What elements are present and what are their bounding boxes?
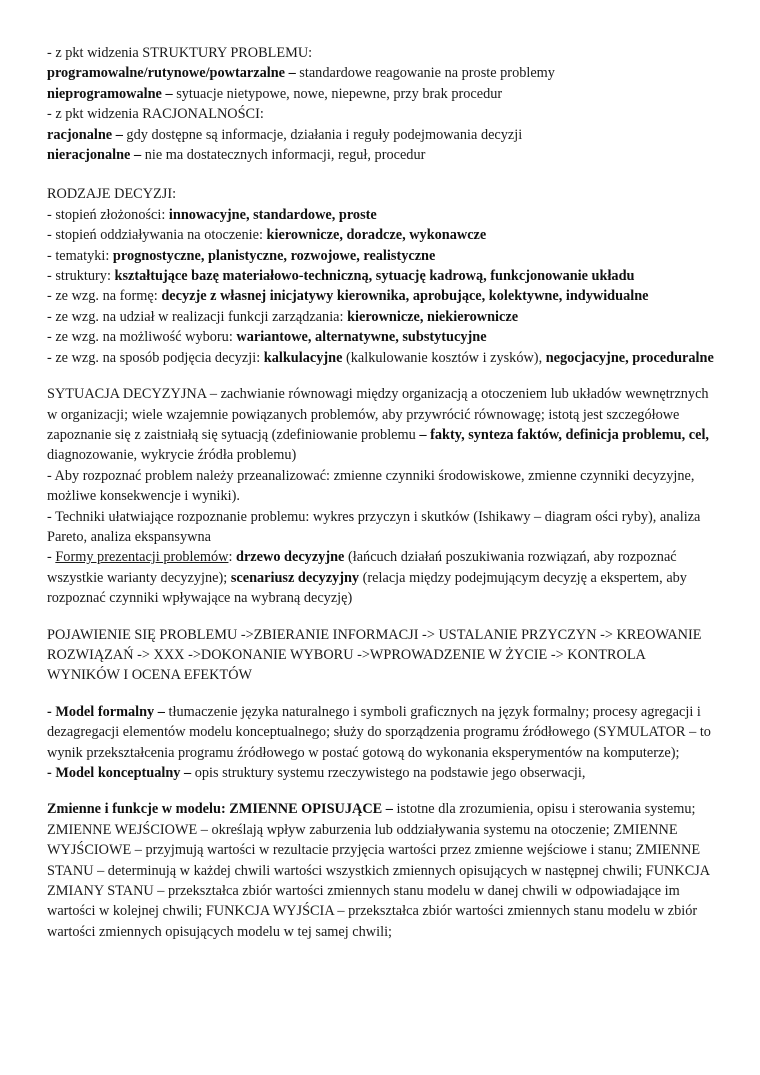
formal-model-desc: tłumaczenie języka naturalnego i symboli graficznych na język formalny; procesy agregacji i dezagregacji elementów modelu konceptualnego; służy do sporządzenia programu źródłowego (SYMULATOR – to wynik przekształcenia programu źródłowego w postać gotową do wykonania eksperymentów na komputerze);: [47, 703, 711, 761]
decision-type-value: wariantowe, alternatywne, substytucyjne: [236, 329, 487, 346]
decision-type-value: kierownicze, doradcze, wykonawcze: [266, 227, 487, 244]
conceptual-model-line: [47, 763, 720, 783]
decision-classification-block: [47, 43, 720, 165]
conceptual-model-desc: opis struktury systemu rzeczywistego na podstawie jego obserwacji,: [191, 765, 586, 781]
decision-type-label: - ze wzg. na sposób podjęcia decyzji:: [47, 349, 264, 366]
decision-type-item: [47, 266, 720, 286]
decision-type-value: kalkulacyjne: [263, 349, 343, 366]
rational-desc: gdy dostępne są informacje, działania i reguły podejmowania decyzji: [122, 126, 523, 143]
decision-type-label: - stopień złożoności:: [47, 206, 169, 223]
decision-type-label: - struktury:: [47, 268, 115, 285]
decision-type-value: negocjacyjne, proceduralne: [545, 349, 714, 366]
colon: :: [228, 549, 236, 566]
decision-tree-desc: (łańcuch działań poszukiwania rozwiązań, aby rozpoznać wszystkie warianty decyzyjne);: [47, 549, 677, 586]
decision-types-heading: RODZAJE DECYZJI:: [47, 186, 177, 203]
rational-term: racjonalne –: [47, 126, 123, 143]
decision-type-label: - ze wzg. na możliwość wyboru:: [47, 329, 237, 346]
decision-situation-block: [47, 384, 720, 608]
decision-type-value: decyzje z własnej inicjatywy kierownika, aprobujące, kolektywne, indywidualne: [161, 288, 649, 305]
decision-type-item: [47, 246, 720, 266]
rationality-intro: - z pkt widzenia RACJONALNOŚCI:: [47, 106, 264, 123]
situation-text-end: diagnozowanie, wykrycie źródła problemu): [47, 447, 297, 464]
decision-process-steps: POJAWIENIE SIĘ PROBLEMU ->ZBIERANIE INFORMACJI -> USTALANIE PRZYCZYN -> KREOWANIE ROZWIĄZAŃ -> XXX ->DOKONANIE WYBORU ->WPROWADZENIE W ŻYCIE -> KONTROLA WYNIKÓW I OCENA EFEKTÓW: [47, 626, 702, 684]
presentation-forms-label: Formy prezentacji problemów: [55, 549, 229, 566]
models-block: [47, 702, 720, 784]
nonprogrammable-term: nieprogramowalne –: [47, 85, 173, 102]
decision-process-block: [47, 625, 720, 686]
programmable-line: [47, 63, 720, 83]
formal-model-term: - Model formalny –: [47, 703, 165, 720]
variables-paragraph: [47, 799, 720, 942]
problem-analysis-line: - Aby rozpoznać problem należy przeanalizować: zmienne czynniki środowiskowe, zmienne czynniki decyzyjne, możliwe konsekwencje i wyniki).: [47, 467, 695, 505]
irrational-term: nieracjonalne –: [47, 147, 142, 164]
rational-line: [47, 125, 720, 145]
decision-type-label: - ze wzg. na udział w realizacji funkcji zarządzania:: [47, 308, 348, 325]
nonprogrammable-line: [47, 84, 720, 104]
situation-text: SYTUACJA DECYZYJNA – zachwianie równowagi między organizacją a otoczeniem lub układów wewnętrznych w organizacji; wiele wzajemnie powiązanych problemów, aby przywrócić równowagę; istotą jest szczegółowe zapoznanie się z zaistniałą się sytuacją (zdefiniowanie problemu: [47, 386, 709, 443]
decision-scenario-desc: (relacja między podejmującym decyzję a ekspertem, aby rozpoznać czynniki wpływające na wybraną decyzję): [47, 569, 687, 607]
decision-type-note: (kalkulowanie kosztów i zysków),: [342, 349, 546, 366]
formal-model-line: [47, 702, 720, 763]
variables-desc: istotne dla zrozumienia, opisu i sterowania systemu; ZMIENNE WEJŚCIOWE – określają wpływ zaburzenia lub oddziaływania systemu na otoczenie; ZMIENNE WYJŚCIOWE – przyjmują wartości w rezultacie przyjęcia wartości przez zmienne wejściowe i stanu; ZMIENNE STANU – determinują w każdej chwili wartości wszystkich zmiennych opisujących w następnej chwili; FUNKCJA ZMIANY STANU – przekształca zbiór wartości zmiennych stanu modelu w danej chwili w odpowiadające im wartości w kolejnej chwili; FUNKCJA WYJŚCIA – przekształca zbiór wartości zmiennych stanu modelu w zbiór wartości zmiennych opisujących modelu w tej samej chwili;: [47, 801, 710, 940]
conceptual-model-term: - Model konceptualny –: [47, 765, 192, 781]
decision-type-item: [47, 307, 720, 327]
decision-type-item: [47, 286, 720, 306]
decision-type-value: kierownicze, niekierownicze: [347, 308, 519, 325]
decision-type-item: [47, 348, 720, 368]
decision-scenario-term: scenariusz decyzyjny: [230, 569, 360, 586]
situation-definition: [47, 384, 720, 466]
decision-tree-term: drzewo decyzyjne: [236, 549, 345, 566]
decision-type-item: [47, 225, 720, 245]
situation-emphasis: – fakty, synteza faktów, definicja problemu, cel,: [419, 426, 709, 443]
presentation-forms-line: [47, 547, 720, 608]
decision-type-label: - tematyki:: [47, 247, 113, 264]
techniques-line: - Techniki ułatwiające rozpoznanie problemu: wykres przyczyn i skutków (Ishikawy – diagram ości ryby), analiza Pareto, analiza ekspansywna: [47, 508, 701, 545]
dash: -: [47, 549, 56, 566]
irrational-desc: nie ma dostatecznych informacji, reguł, procedur: [141, 147, 426, 164]
programmable-term: programowalne/rutynowe/powtarzalne –: [47, 65, 296, 82]
decision-type-label: - stopień oddziaływania na otoczenie:: [47, 227, 267, 244]
decision-type-item: [47, 327, 720, 347]
decision-type-value: innowacyjne, standardowe, proste: [168, 206, 377, 223]
structure-intro: - z pkt widzenia STRUKTURY PROBLEMU:: [47, 45, 313, 61]
irrational-line: [47, 145, 720, 165]
variables-block: [47, 799, 720, 942]
decision-type-label: - ze wzg. na formę:: [47, 288, 162, 305]
decision-type-value: kształtujące bazę materiałowo-techniczną, sytuację kadrową, funkcjonowanie układu: [114, 268, 635, 285]
decision-types-block: [47, 184, 720, 368]
nonprogrammable-desc: sytuacje nietypowe, nowe, niepewne, przy brak procedur: [172, 85, 503, 102]
decision-type-item: [47, 205, 720, 225]
variables-term: Zmienne i funkcje w modelu: ZMIENNE OPISUJĄCE –: [47, 801, 393, 818]
programmable-desc: standardowe reagowanie na proste problemy: [295, 65, 555, 82]
decision-type-value: prognostyczne, planistyczne, rozwojowe, realistyczne: [112, 247, 436, 264]
